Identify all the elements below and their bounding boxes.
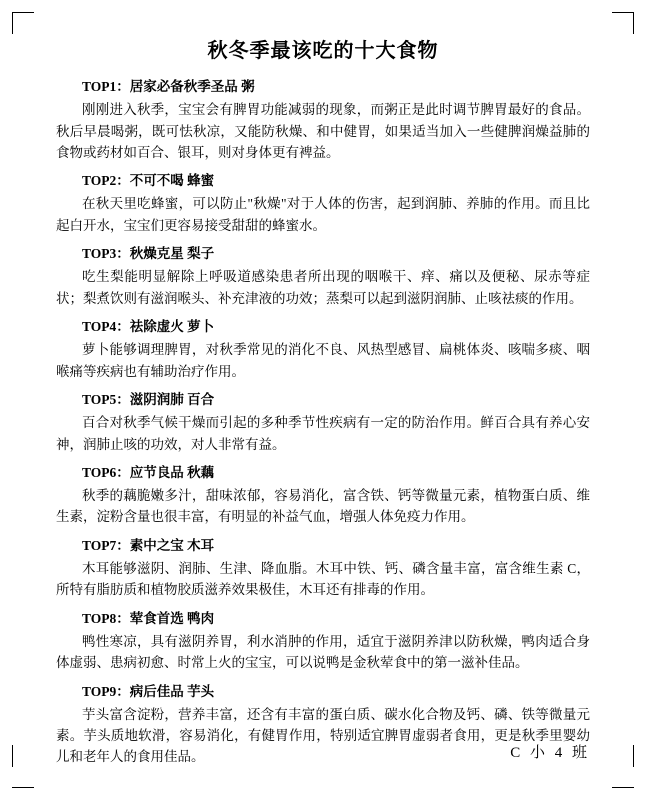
section-body: 吃生梨能明显解除上呼吸道感染患者所出现的咽喉干、痒、痛以及便秘、尿赤等症状；梨煮饮则有滋润喉头、补充津液的功效；蒸梨可以起到滋阴润肺、止咳祛痰的作用。: [56, 269, 590, 306]
section-heading: TOP6：应节良品 秋藕: [82, 464, 215, 480]
page-title: 秋冬季最该吃的十大食物: [207, 40, 439, 62]
section-body: 芋头富含淀粉，营养丰富，还含有丰富的蛋白质、碳水化合物及钙、磷、铁等微量元素。芋头质地软滑，容易消化，有健胃作用，特别适宜脾胃虚弱者食用，更是秋季里婴幼儿和老年人的食用佳品。: [56, 706, 590, 765]
section-top7: [56, 536, 590, 601]
section-heading: TOP7：素中之宝 木耳: [82, 537, 215, 553]
document-content: [56, 34, 590, 776]
section-heading: TOP2：不可不喝 蜂蜜: [82, 173, 215, 189]
section-heading: TOP1：居家必备秋季圣品 粥: [82, 79, 255, 94]
section-body: 鸭性寒凉，具有滋阴养胃，利水消肿的作用，适宜于滋阴养津以防秋燥，鸭肉适合身体虚弱、患病初愈、时常上火的宝宝，可以说鸭是金秋荤食中的第一滋补佳品。: [56, 633, 590, 671]
section-body: 秋季的藕脆嫩多汁，甜味浓郁，容易消化，富含铁、钙等微量元素，植物蛋白质、维生素，淀粉含量也很丰富，有明显的补益气血，增强人体免疫力作用。: [56, 488, 590, 525]
section-heading: TOP3：秋燥克星 梨子: [82, 246, 215, 262]
section-body: 萝卜能够调理脾胃，对秋季常见的消化不良、风热型感冒、扁桃体炎、咳喘多痰、咽喉痛等疾病也有辅助治疗作用。: [56, 342, 590, 379]
section-top4: [56, 317, 590, 382]
section-body: 刚刚进入秋季，宝宝会有脾胃功能减弱的现象，而粥正是此时调节脾胃最好的食品。秋后早晨喝粥，既可怯秋凉，又能防秋燥、和中健胃，如果适当加入一些健脾润燥益肺的食物或药材如百合、银耳，则对身体更有裨益。: [56, 102, 590, 160]
section-top1: [56, 77, 590, 163]
section-heading: TOP4：祛除虚火 萝卜: [82, 319, 215, 335]
section-top8: [56, 609, 590, 674]
section-heading: TOP5：滋阴润肺 百合: [82, 391, 215, 407]
section-body: 百合对秋季气候干燥而引起的多种季节性疾病有一定的防治作用。鲜百合具有养心安神，润肺止咳的功效，对人非常有益。: [56, 415, 590, 452]
document-footer: C 小 4 班: [510, 745, 590, 761]
crop-mark-bottom-left-v: [12, 745, 13, 767]
crop-mark-bottom-right-v: [633, 745, 634, 767]
section-heading: TOP8：荤食首选 鸭肉: [82, 610, 215, 626]
section-top6: [56, 463, 590, 528]
section-body: 在秋天里吃蜂蜜，可以防止"秋燥"对于人体的伤害，起到润肺、养肺的作用。而且比起白开水，宝宝们更容易接受甜甜的蜂蜜水。: [56, 196, 590, 233]
section-top2: [56, 171, 590, 236]
crop-mark-top-right-v: [633, 12, 634, 34]
crop-mark-bottom-left-h: [12, 787, 34, 788]
crop-mark-top-left-v: [12, 12, 13, 34]
section-heading: TOP9：病后佳品 芋头: [82, 683, 215, 699]
crop-mark-bottom-right-h: [612, 787, 634, 788]
section-body: 木耳能够滋阴、润肺、生津、降血脂。木耳中铁、钙、磷含量丰富，富含维生素 C，所特有脂肪质和植物胶质滋养效果极佳，木耳还有排毒的作用。: [56, 561, 590, 598]
section-top3: [56, 244, 590, 309]
crop-mark-top-left-h: [12, 12, 34, 13]
section-top5: [56, 390, 590, 455]
crop-mark-top-right-h: [612, 12, 634, 13]
